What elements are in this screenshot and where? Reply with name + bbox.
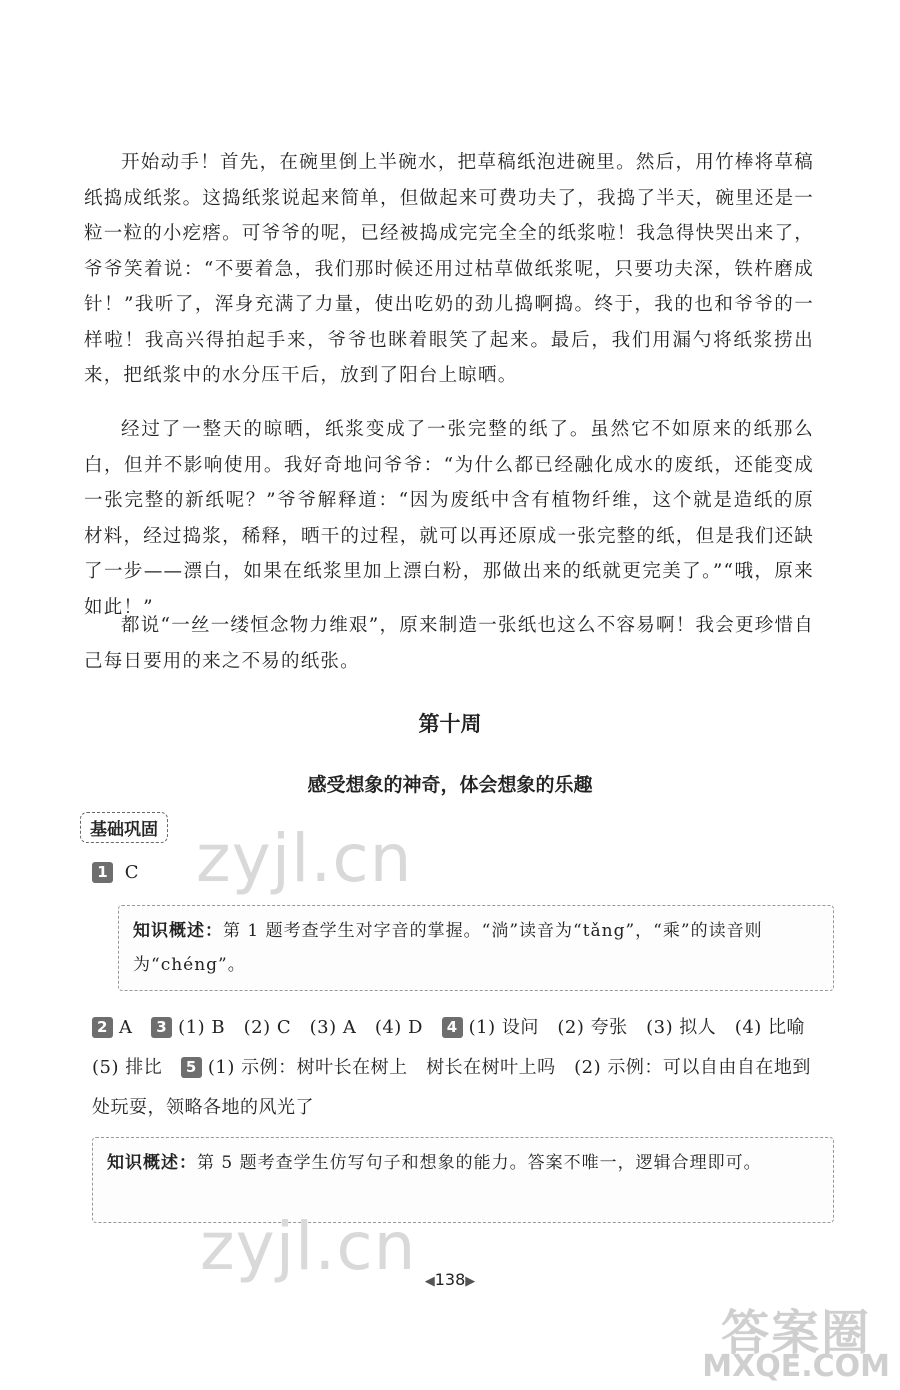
watermark-site: zyjl.cn — [200, 1208, 417, 1285]
question-number-badge: 4 — [442, 1017, 463, 1038]
answer-text: (1) 设问 (2) 夸张 (3) 拟人 (4) 比喻 (5) 排比 — [92, 1017, 824, 1078]
right-arrow-icon: ▶ — [465, 1274, 476, 1289]
knowledge-label: 知识概述： — [107, 1153, 197, 1173]
question-1-answer — [92, 862, 139, 883]
answer-text: A — [119, 1017, 133, 1038]
question-number-badge: 2 — [92, 1017, 113, 1038]
week-title: 第十周 — [418, 712, 482, 736]
knowledge-text: 第 1 题考查学生对字音的掌握。“淌”读音为“tǎng”，“乘”的读音则为“chéng”。 — [133, 921, 763, 975]
knowledge-box-1 — [118, 905, 834, 991]
page-number-text: 138 — [434, 1270, 466, 1289]
question-number-badge: 1 — [92, 862, 113, 883]
stamp-bottom-text: MXQE.COM — [702, 1349, 890, 1384]
article-paragraph-2: 经过了一整天的晾晒，纸浆变成了一张完整的纸了。虽然它不如原来的纸那么白，但并不影响使用。我好奇地问爷爷：“为什么都已经融化成水的废纸，还能变成一张完整的新纸呢？”爷爷解释道：“因为废纸中含有植物纤维，这个就是造纸的原材料，经过捣浆，稀释，晒干的过程，就可以再还原成一张完整的纸，但是我们还缺了一步——漂白，如果在纸浆里加上漂白粉，那做出来的纸就更完美了。”“哦，原来如此！” — [84, 419, 814, 618]
question-number-badge: 5 — [181, 1057, 202, 1078]
answers-block — [92, 1008, 824, 1128]
knowledge-text: 第 5 题考查学生仿写句子和想象的能力。答案不唯一，逻辑合理即可。 — [197, 1153, 762, 1173]
page-number — [0, 1270, 900, 1289]
left-arrow-icon: ◀ — [424, 1274, 435, 1289]
article-paragraph-3: 都说“一丝一缕恒念物力维艰”，原来制造一张纸也这么不容易啊！我会更珍惜自己每日要用的来之不易的纸张。 — [84, 615, 814, 672]
answer-text: (1) B (2) C (3) A (4) D — [178, 1017, 423, 1038]
stamp-top-text: 答案圈 — [721, 1305, 872, 1361]
section-title: 感受想象的神奇，体会想象的乐趣 — [307, 774, 593, 796]
question-number-badge: 3 — [151, 1017, 172, 1038]
section-tag: 基础巩固 — [80, 812, 168, 843]
watermark-site: zyjl.cn — [196, 820, 413, 897]
article-paragraph-1: 开始动手！首先，在碗里倒上半碗水，把草稿纸泡进碗里。然后，用竹棒将草稿纸捣成纸浆。这捣纸浆说起来简单，但做起来可费功夫了，我捣了半天，碗里还是一粒一粒的小疙瘩。可爷爷的呢，已经被捣成完完全全的纸浆啦！我急得快哭出来了，爷爷笑着说：“不要着急，我们那时候还用过枯草做纸浆呢，只要功夫深，铁杵磨成针！”我听了，浑身充满了力量，使出吃奶的劲儿捣啊捣。终于，我的也和爷爷的一样啦！我高兴得拍起手来，爷爷也眯着眼笑了起来。最后，我们用漏勺将纸浆捞出来，把纸浆中的水分压干后，放到了阳台上晾晒。 — [84, 152, 814, 386]
watermark-stamp — [702, 1305, 890, 1384]
answer-text: (1) 示例：树叶长在树上 树长在树叶上吗 (2) 示例：可以自由自在地到处玩耍，领略各地的风光了 — [92, 1057, 811, 1118]
answer-text: C — [124, 862, 139, 883]
knowledge-label: 知识概述： — [133, 921, 223, 941]
